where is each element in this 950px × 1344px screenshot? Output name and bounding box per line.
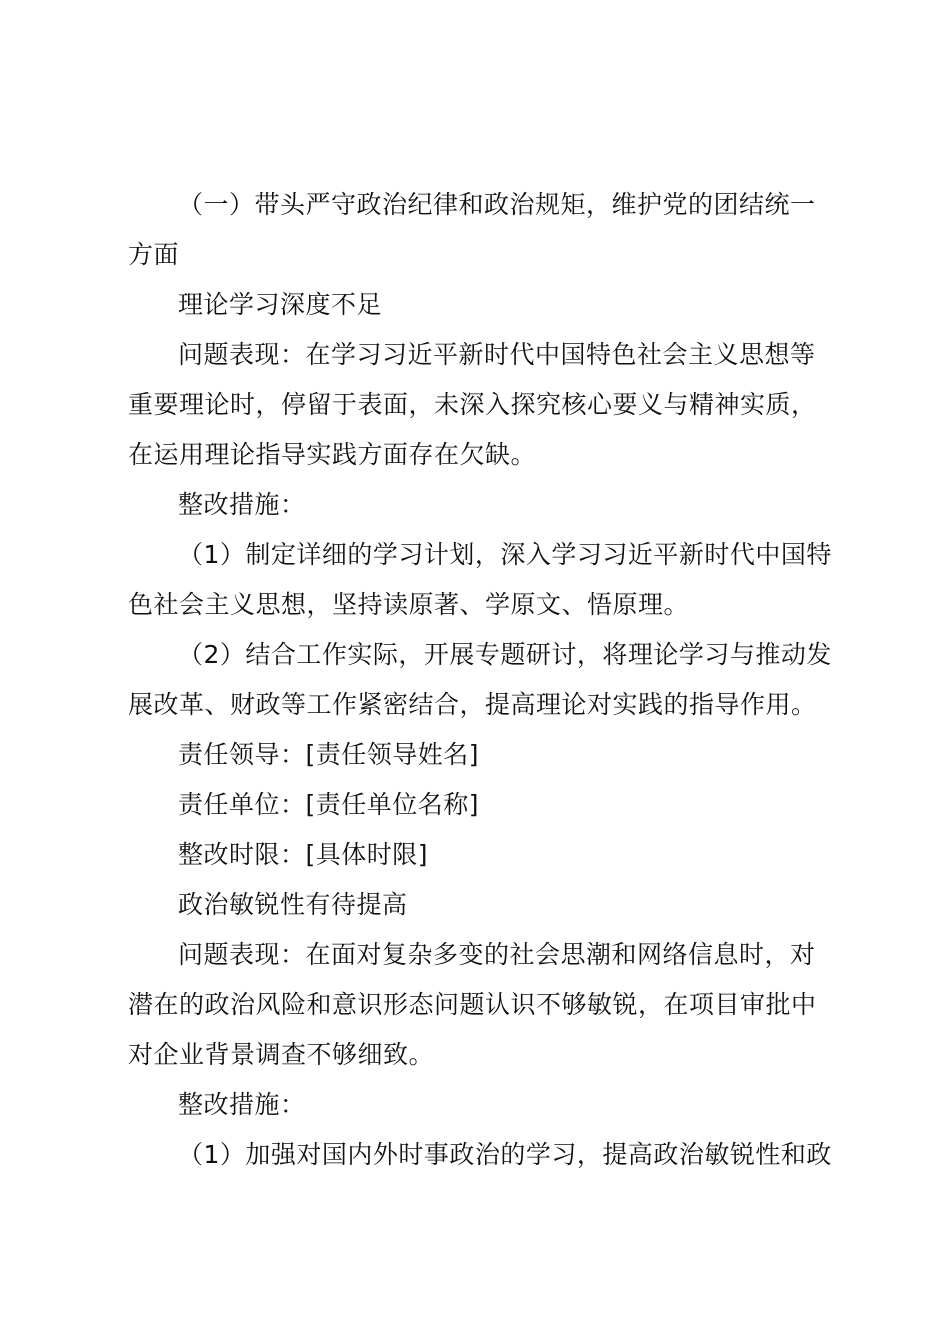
measure-item-1-b: （1）加强对国内外时事政治的学习，提高政治敏锐性和政 [178, 1140, 832, 1169]
section-heading: （一）带头严守政治纪律和政治规矩，维护党的团结统一方面 [128, 190, 816, 269]
responsible-unit: 责任单位：[责任单位名称] [178, 790, 480, 819]
problem-description: 问题表现：在学习习近平新时代中国特色社会主义思想等重要理论时，停留于表面，未深入探究核心要义与精神实质，在运用理论指导实践方面存在欠缺。 [128, 340, 817, 469]
measure-item-2: （2）结合工作实际，开展专题研讨，将理论学习与推动发展改革、财政等工作紧密结合，提高理论对实践的指导作用。 [128, 640, 832, 719]
problem-description-2: 问题表现：在面对复杂多变的社会思潮和网络信息时，对潜在的政治风险和意识形态问题认识不够敏锐，在项目审批中对企业背景调查不够细致。 [128, 940, 817, 1069]
subsection-heading-political-sensitivity: 政治敏锐性有待提高 [178, 890, 408, 919]
measures-label-2: 整改措施： [178, 1090, 306, 1119]
measure-item-1: （1）制定详细的学习计划，深入学习习近平新时代中国特色社会主义思想，坚持读原著、学原文、悟原理。 [128, 540, 832, 619]
rectification-deadline: 整改时限：[具体时限] [178, 840, 429, 869]
document-body [128, 180, 834, 1180]
measures-label: 整改措施： [178, 490, 306, 519]
responsible-leader: 责任领导：[责任领导姓名] [178, 740, 480, 769]
subsection-heading-theory-study: 理论学习深度不足 [178, 290, 383, 319]
